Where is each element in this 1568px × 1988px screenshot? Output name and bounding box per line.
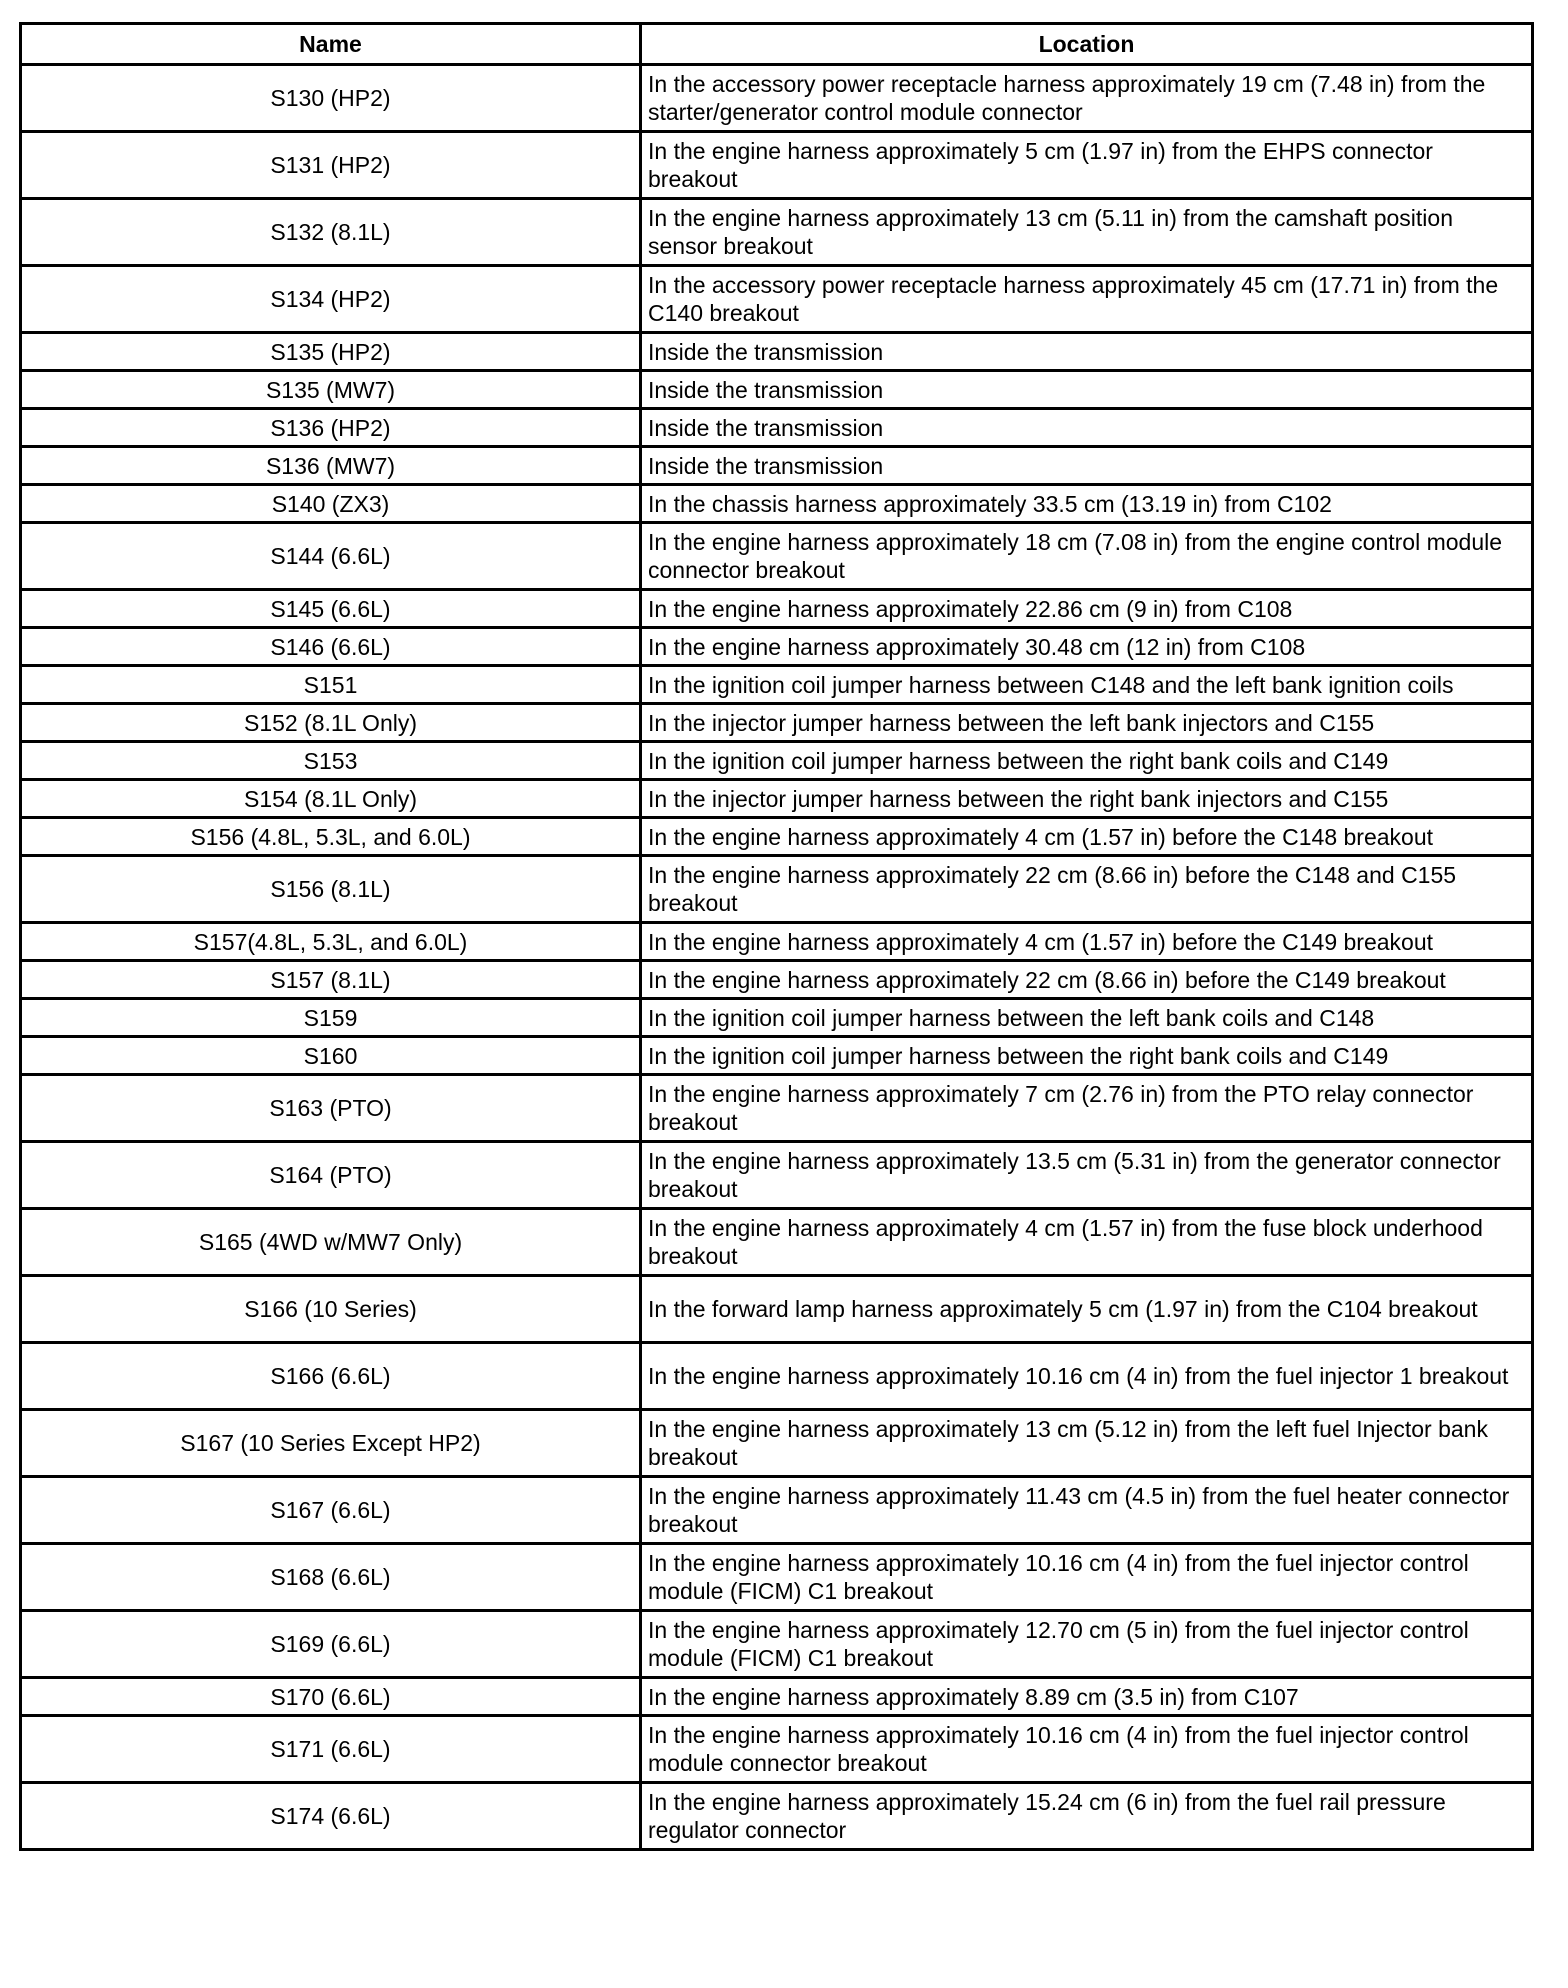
table-row xyxy=(21,1611,1533,1678)
table-row xyxy=(21,923,1533,961)
table-row xyxy=(21,1343,1533,1410)
splice-name-cell: S136 (MW7) xyxy=(21,447,641,485)
splice-location-cell: Inside the transmission xyxy=(641,333,1533,371)
splice-location-cell: In the engine harness approximately 13 cm (5.12 in) from the left fuel Injector bank breakout xyxy=(641,1410,1533,1477)
splice-name-cell: S164 (PTO) xyxy=(21,1142,641,1209)
table-row xyxy=(21,447,1533,485)
table-row xyxy=(21,371,1533,409)
table-row xyxy=(21,961,1533,999)
column-header-name: Name xyxy=(21,24,641,65)
table-row xyxy=(21,1678,1533,1716)
table-row xyxy=(21,1037,1533,1075)
splice-name-cell: S174 (6.6L) xyxy=(21,1783,641,1850)
splice-name-cell: S159 xyxy=(21,999,641,1037)
splice-name-cell: S156 (4.8L, 5.3L, and 6.0L) xyxy=(21,818,641,856)
table-row xyxy=(21,1075,1533,1142)
splice-location-cell: In the engine harness approximately 10.16 cm (4 in) from the fuel injector control module (FICM) C1 breakout xyxy=(641,1544,1533,1611)
splice-name-cell: S169 (6.6L) xyxy=(21,1611,641,1678)
splice-name-cell: S135 (MW7) xyxy=(21,371,641,409)
table-row xyxy=(21,856,1533,923)
splice-location-cell: In the injector jumper harness between the right bank injectors and C155 xyxy=(641,780,1533,818)
table-row xyxy=(21,1410,1533,1477)
splice-location-table xyxy=(19,22,1534,1851)
splice-location-cell: In the forward lamp harness approximately 5 cm (1.97 in) from the C104 breakout xyxy=(641,1276,1533,1343)
splice-name-cell: S156 (8.1L) xyxy=(21,856,641,923)
splice-location-cell: Inside the transmission xyxy=(641,447,1533,485)
splice-name-cell: S157 (8.1L) xyxy=(21,961,641,999)
table-row xyxy=(21,485,1533,523)
splice-location-cell: In the ignition coil jumper harness between the right bank coils and C149 xyxy=(641,1037,1533,1075)
splice-location-cell: In the ignition coil jumper harness between the left bank coils and C148 xyxy=(641,999,1533,1037)
splice-name-cell: S140 (ZX3) xyxy=(21,485,641,523)
table-row xyxy=(21,523,1533,590)
splice-location-cell: In the engine harness approximately 4 cm (1.57 in) before the C148 breakout xyxy=(641,818,1533,856)
splice-location-cell: In the injector jumper harness between the left bank injectors and C155 xyxy=(641,704,1533,742)
splice-location-cell: In the engine harness approximately 13.5 cm (5.31 in) from the generator connector breakout xyxy=(641,1142,1533,1209)
splice-name-cell: S167 (6.6L) xyxy=(21,1477,641,1544)
splice-name-cell: S167 (10 Series Except HP2) xyxy=(21,1410,641,1477)
splice-name-cell: S168 (6.6L) xyxy=(21,1544,641,1611)
splice-location-cell: In the accessory power receptacle harness approximately 19 cm (7.48 in) from the starter/generator control module connector xyxy=(641,65,1533,132)
table-row xyxy=(21,409,1533,447)
splice-name-cell: S160 xyxy=(21,1037,641,1075)
table-row xyxy=(21,1477,1533,1544)
table-row xyxy=(21,666,1533,704)
splice-location-cell: In the engine harness approximately 22 cm (8.66 in) before the C149 breakout xyxy=(641,961,1533,999)
splice-name-cell: S170 (6.6L) xyxy=(21,1678,641,1716)
splice-location-cell: In the engine harness approximately 7 cm (2.76 in) from the PTO relay connector breakout xyxy=(641,1075,1533,1142)
table-row xyxy=(21,704,1533,742)
splice-location-cell: In the engine harness approximately 5 cm (1.97 in) from the EHPS connector breakout xyxy=(641,132,1533,199)
splice-name-cell: S152 (8.1L Only) xyxy=(21,704,641,742)
splice-location-cell: In the engine harness approximately 8.89 cm (3.5 in) from C107 xyxy=(641,1678,1533,1716)
splice-name-cell: S166 (6.6L) xyxy=(21,1343,641,1410)
splice-name-cell: S130 (HP2) xyxy=(21,65,641,132)
table-row xyxy=(21,1783,1533,1850)
splice-name-cell: S165 (4WD w/MW7 Only) xyxy=(21,1209,641,1276)
splice-name-cell: S154 (8.1L Only) xyxy=(21,780,641,818)
table-row xyxy=(21,1276,1533,1343)
splice-location-cell: In the engine harness approximately 22 cm (8.66 in) before the C148 and C155 breakout xyxy=(641,856,1533,923)
table-body xyxy=(21,65,1533,1850)
table-row xyxy=(21,1544,1533,1611)
splice-name-cell: S153 xyxy=(21,742,641,780)
column-header-location: Location xyxy=(641,24,1533,65)
header-row xyxy=(21,24,1533,65)
splice-location-cell: Inside the transmission xyxy=(641,371,1533,409)
splice-name-cell: S135 (HP2) xyxy=(21,333,641,371)
splice-location-cell: In the engine harness approximately 13 cm (5.11 in) from the camshaft position sensor breakout xyxy=(641,199,1533,266)
splice-location-cell: In the engine harness approximately 4 cm (1.57 in) from the fuse block underhood breakout xyxy=(641,1209,1533,1276)
splice-location-cell: In the engine harness approximately 10.16 cm (4 in) from the fuel injector 1 breakout xyxy=(641,1343,1533,1410)
splice-location-cell: In the ignition coil jumper harness between C148 and the left bank ignition coils xyxy=(641,666,1533,704)
splice-name-cell: S132 (8.1L) xyxy=(21,199,641,266)
splice-location-cell: In the chassis harness approximately 33.5 cm (13.19 in) from C102 xyxy=(641,485,1533,523)
splice-name-cell: S171 (6.6L) xyxy=(21,1716,641,1783)
table-row xyxy=(21,65,1533,132)
splice-location-cell: Inside the transmission xyxy=(641,409,1533,447)
splice-location-cell: In the engine harness approximately 18 cm (7.08 in) from the engine control module connector breakout xyxy=(641,523,1533,590)
splice-name-cell: S134 (HP2) xyxy=(21,266,641,333)
table-row xyxy=(21,199,1533,266)
splice-name-cell: S145 (6.6L) xyxy=(21,590,641,628)
table-row xyxy=(21,818,1533,856)
splice-name-cell: S146 (6.6L) xyxy=(21,628,641,666)
table-row xyxy=(21,1716,1533,1783)
splice-location-cell: In the engine harness approximately 22.86 cm (9 in) from C108 xyxy=(641,590,1533,628)
splice-location-cell: In the engine harness approximately 12.70 cm (5 in) from the fuel injector control module (FICM) C1 breakout xyxy=(641,1611,1533,1678)
splice-location-cell: In the accessory power receptacle harness approximately 45 cm (17.71 in) from the C140 breakout xyxy=(641,266,1533,333)
table-row xyxy=(21,266,1533,333)
table-row xyxy=(21,1209,1533,1276)
table-row xyxy=(21,333,1533,371)
splice-location-cell: In the engine harness approximately 10.16 cm (4 in) from the fuel injector control module connector breakout xyxy=(641,1716,1533,1783)
splice-location-cell: In the engine harness approximately 15.24 cm (6 in) from the fuel rail pressure regulator connector xyxy=(641,1783,1533,1850)
table-row xyxy=(21,628,1533,666)
splice-name-cell: S131 (HP2) xyxy=(21,132,641,199)
table-row xyxy=(21,590,1533,628)
splice-name-cell: S144 (6.6L) xyxy=(21,523,641,590)
splice-name-cell: S151 xyxy=(21,666,641,704)
splice-name-cell: S163 (PTO) xyxy=(21,1075,641,1142)
splice-name-cell: S136 (HP2) xyxy=(21,409,641,447)
splice-location-cell: In the engine harness approximately 30.48 cm (12 in) from C108 xyxy=(641,628,1533,666)
splice-name-cell: S157(4.8L, 5.3L, and 6.0L) xyxy=(21,923,641,961)
splice-location-cell: In the engine harness approximately 4 cm (1.57 in) before the C149 breakout xyxy=(641,923,1533,961)
table-row xyxy=(21,780,1533,818)
table-row xyxy=(21,742,1533,780)
table-row xyxy=(21,1142,1533,1209)
splice-name-cell: S166 (10 Series) xyxy=(21,1276,641,1343)
table-row xyxy=(21,999,1533,1037)
splice-location-cell: In the ignition coil jumper harness between the right bank coils and C149 xyxy=(641,742,1533,780)
table-row xyxy=(21,132,1533,199)
table-header xyxy=(21,24,1533,65)
splice-location-cell: In the engine harness approximately 11.43 cm (4.5 in) from the fuel heater connector breakout xyxy=(641,1477,1533,1544)
